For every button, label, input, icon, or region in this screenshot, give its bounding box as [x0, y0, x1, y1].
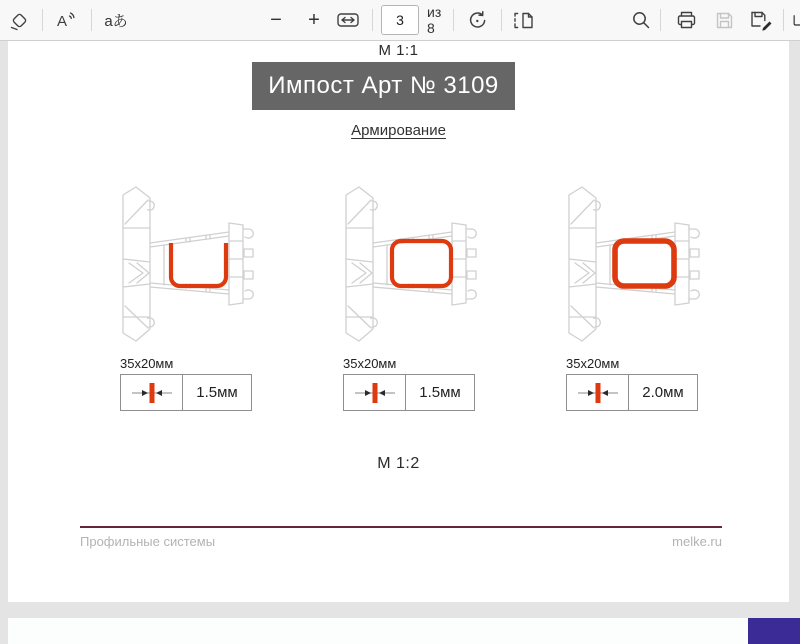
read-aloud-icon[interactable] — [55, 9, 79, 31]
thickness-table — [120, 374, 252, 411]
thickness-value: 1.5мм — [196, 384, 238, 401]
footer-divider — [80, 526, 722, 528]
profile-drawing — [116, 183, 264, 351]
reinforcement-size-label: 35х20мм — [566, 356, 620, 371]
divider — [783, 9, 784, 31]
pdf-viewer-area — [0, 41, 800, 644]
footer-brand-text: Профильные системы — [80, 534, 216, 549]
thickness-value: 2.0мм — [642, 384, 684, 401]
page-title — [252, 62, 515, 110]
page-title-text: Импост Арт № 3109 — [268, 72, 499, 99]
profile-drawing — [339, 183, 487, 351]
save-icon[interactable] — [714, 10, 735, 31]
thickness-table — [566, 374, 698, 411]
page-count-label: из 8 — [427, 4, 442, 36]
reinforcement-size-label: 35х20мм — [343, 356, 397, 371]
scale-label-top: М 1:1 — [378, 42, 419, 59]
zoom-in-button[interactable]: + — [308, 9, 320, 31]
search-icon[interactable] — [630, 9, 652, 31]
fit-to-width-icon[interactable] — [336, 10, 360, 30]
scale-label-bottom: М 1:2 — [377, 455, 420, 472]
wall-thickness-icon — [121, 375, 183, 410]
save-as-icon[interactable] — [749, 9, 773, 31]
wall-thickness-icon — [567, 375, 629, 410]
zoom-out-button[interactable]: − — [270, 9, 282, 31]
clipped-toolbar-item[interactable] — [792, 11, 800, 29]
rotate-icon[interactable] — [466, 9, 489, 32]
divider — [42, 9, 43, 31]
divider — [660, 9, 661, 31]
divider — [91, 9, 92, 31]
page-number-input[interactable] — [381, 5, 419, 35]
profile-variant-2 — [339, 183, 487, 453]
wall-thickness-icon — [344, 375, 406, 410]
footer-website: melke.ru — [672, 534, 722, 549]
profile-variant-3 — [562, 183, 710, 453]
eraser-icon[interactable] — [8, 10, 30, 31]
reinforcement-size-label: 35х20мм — [120, 356, 174, 371]
divider — [372, 9, 373, 31]
svg-text:A: A — [57, 13, 68, 30]
thickness-value: 1.5мм — [419, 384, 461, 401]
profile-drawing — [562, 183, 710, 351]
next-page-accent-block — [748, 618, 800, 644]
profile-variant-1 — [116, 183, 264, 453]
divider — [501, 9, 502, 31]
pdf-toolbar — [0, 0, 800, 41]
pdf-page — [8, 41, 789, 602]
page-view-icon[interactable] — [512, 10, 536, 31]
section-subtitle: Армирование — [351, 122, 446, 139]
print-icon[interactable] — [675, 9, 698, 31]
thickness-table — [343, 374, 475, 411]
next-page-edge — [8, 618, 800, 644]
divider — [453, 9, 454, 31]
translate-icon[interactable]: аあ — [104, 12, 128, 30]
